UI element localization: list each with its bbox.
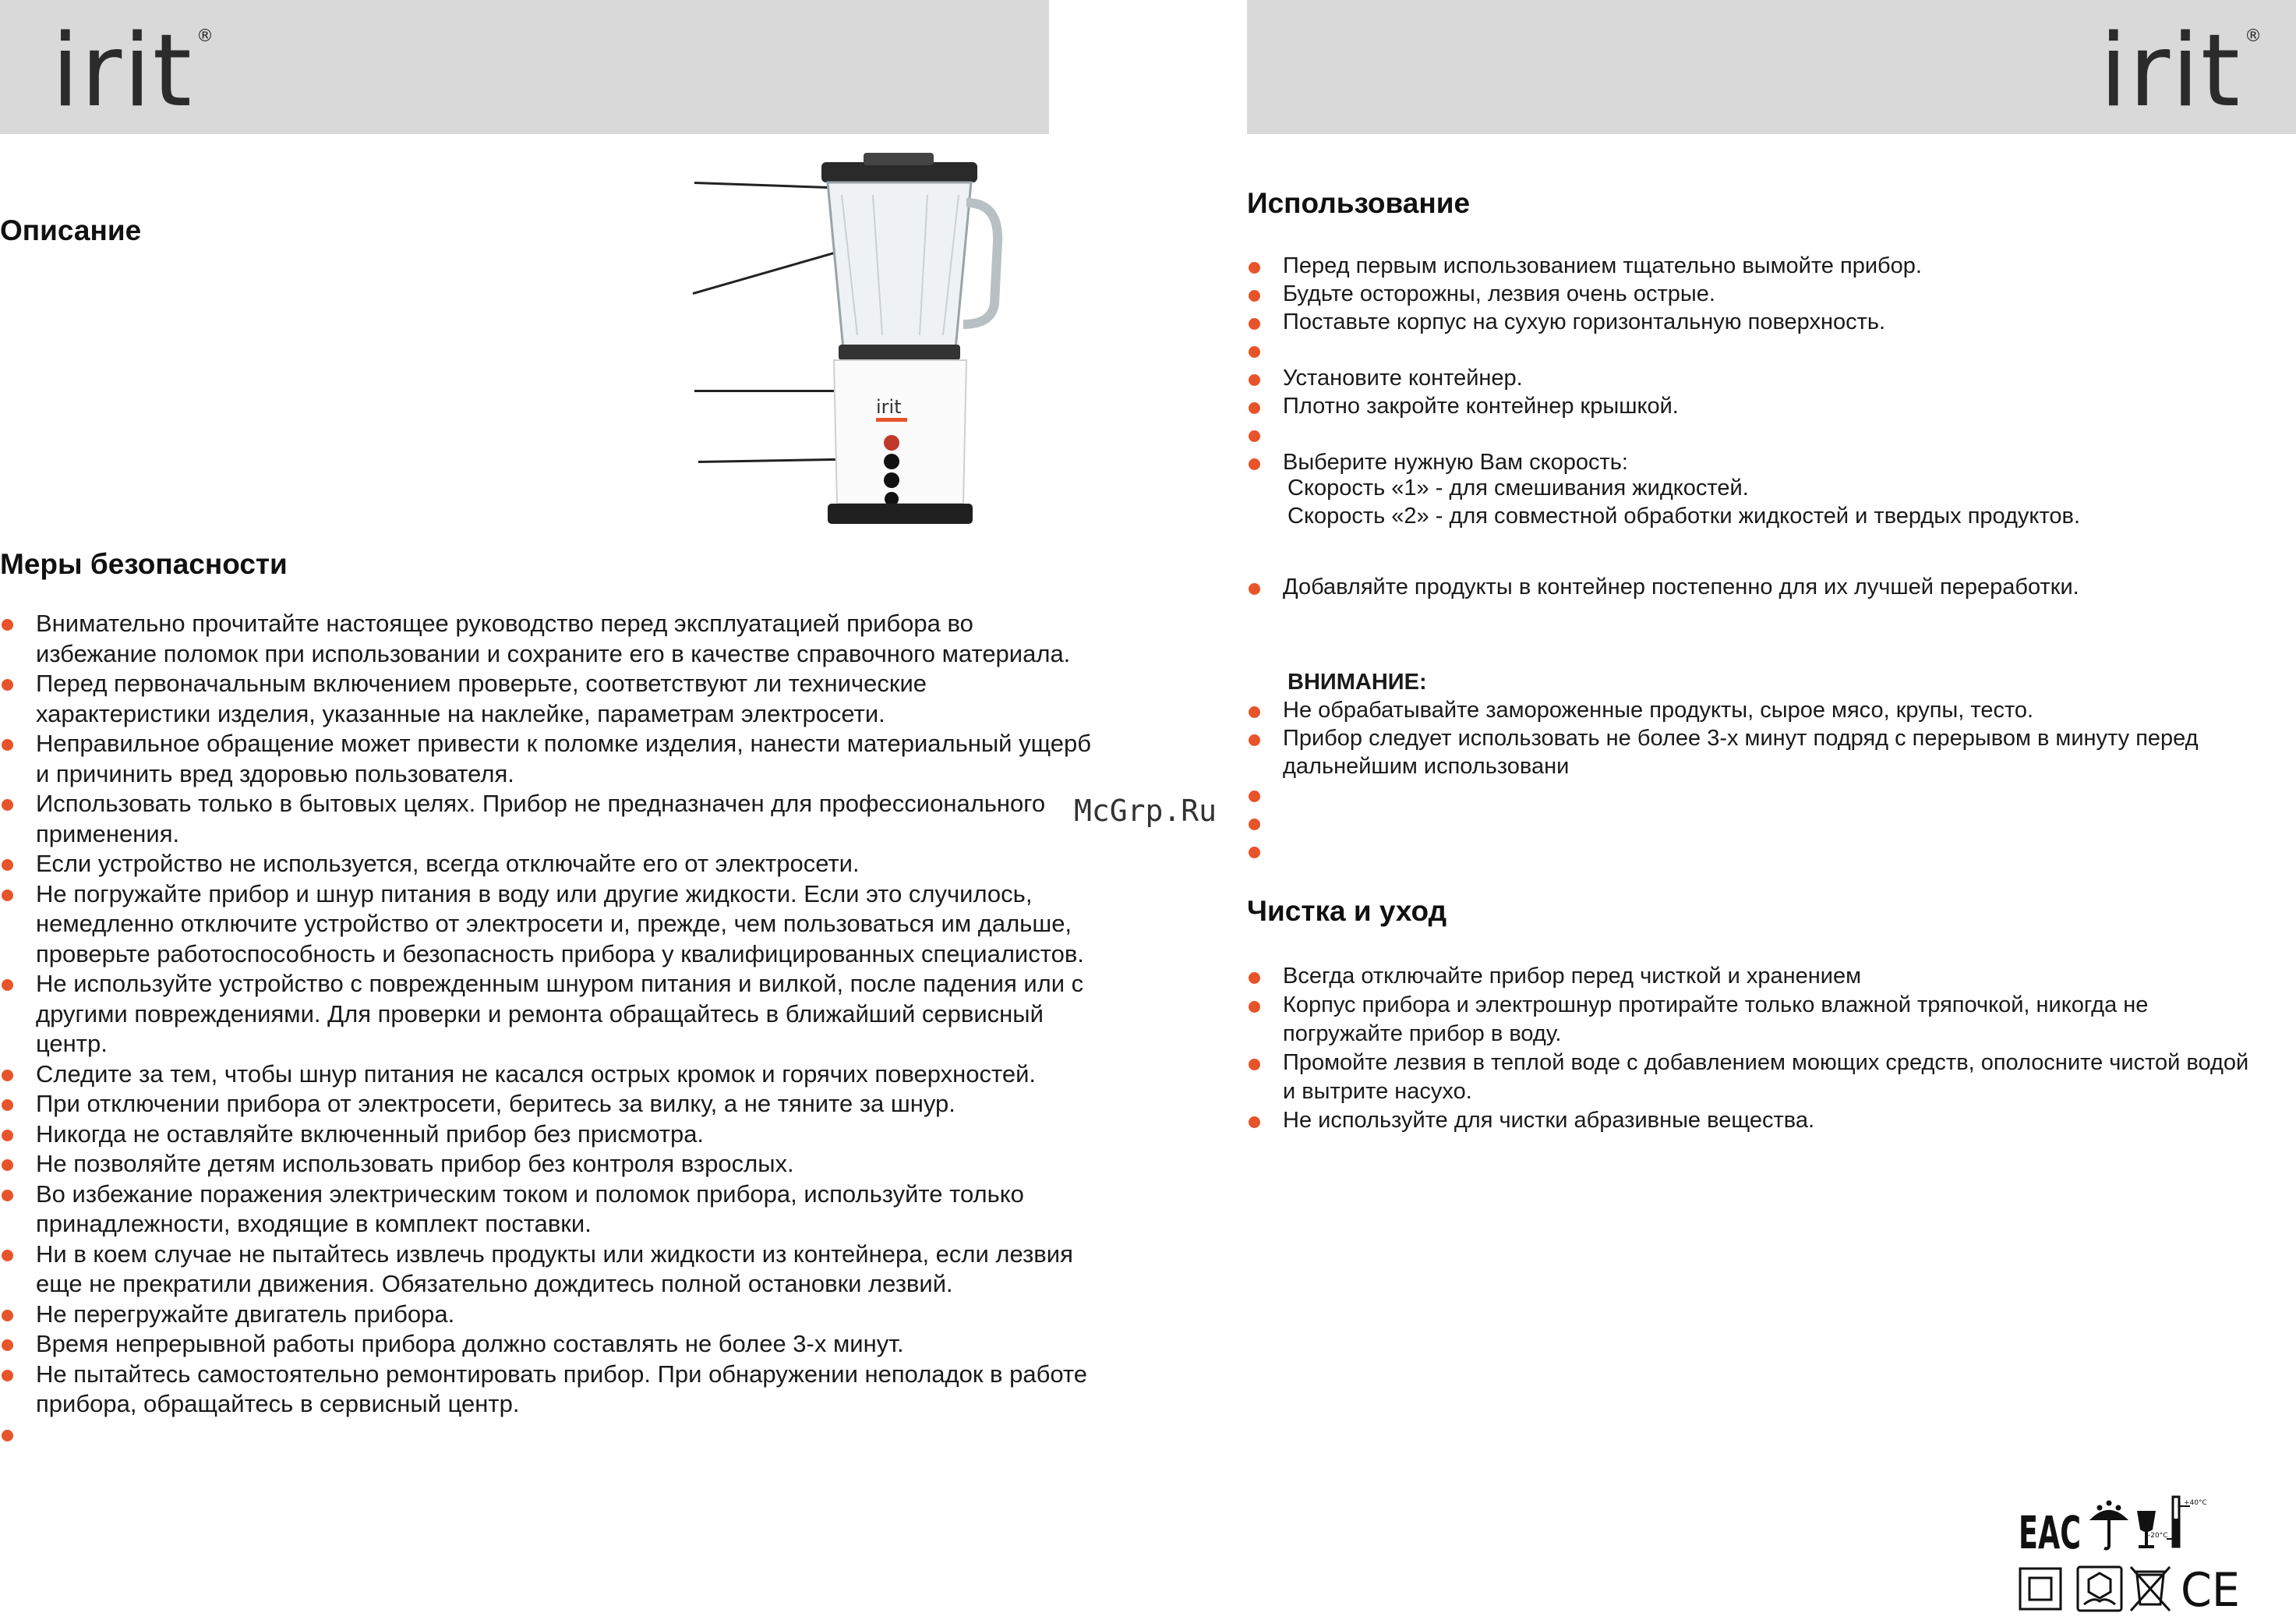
care-item: Корпус прибора и электрошнур протирайте только влажной тряпочкой, никогда не погружайте прибор в воду. — [1247, 991, 2260, 1049]
blender-button-2 — [884, 454, 899, 469]
care-item: Не используйте для чистки абразивные вещества. — [1247, 1106, 2260, 1135]
description-heading: Описание — [0, 214, 142, 246]
usage-item: Перед первым использованием тщательно вымойте прибор. — [1247, 252, 2276, 280]
usage-list — [1247, 252, 2276, 476]
safety-item: Не погружайте прибор и шнур питания в воду или другие жидкости. Если это случилось, немедленно отключите устройство от электросети и, прежде, чем пользоваться им дальше, проверьте работоспособность и безопасность прибора у квалифицированных специалистов. — [0, 879, 1091, 970]
attention-item: Не обрабатывайте замороженные продукты, сырое мясо, крупы, тесто. — [1247, 696, 2245, 724]
fragile-icon — [2137, 1511, 2156, 1548]
safety-item: Время непрерывной работы прибора должно составлять не более 3-х минут. — [0, 1329, 1091, 1360]
keep-dry-icon — [2093, 1502, 2125, 1549]
usage-item-empty — [1247, 420, 2276, 448]
attention-list — [1247, 696, 2245, 865]
eac-mark-text: EAC — [2019, 1506, 2081, 1559]
care-item: Промойте лезвия в теплой воде с добавлением моющих средств, ополосните чистой водой и вытрите насухо. — [1247, 1049, 2260, 1106]
safety-item: Перед первоначальным включением проверьте, соответствуют ли технические характеристики изделия, указанные на наклейке, параметрам электросети. — [0, 669, 1091, 729]
blender-button-3 — [884, 472, 899, 488]
usage-item: Поставьте корпус на сухую горизонтальную поверхность. — [1247, 308, 2276, 336]
usage-item: Установите контейнер. — [1247, 364, 2276, 392]
safety-heading: Меры безопасности — [0, 548, 288, 580]
safety-item: Следите за тем, чтобы шнур питания не касался острых кромок и горячих поверхностей. — [0, 1059, 1091, 1090]
brand-logo-right — [2100, 13, 2263, 129]
attention-heading: ВНИМАНИЕ: — [1288, 670, 1427, 695]
brand-name: irit — [2100, 13, 2241, 129]
attention-item: Прибор следует использовать не более 3-х минут подряд с перерывом в минуту перед дальнейшим использовани — [1247, 724, 2245, 780]
temperature-range-icon — [2148, 1497, 2207, 1547]
reg-mark: ® — [2244, 27, 2263, 46]
usage-item: Выберите нужную Вам скорость: — [1247, 448, 2276, 476]
safety-item: Не пытайтесь самостоятельно ремонтировать прибор. При обнаружении неполадок в работе прибора, обращайтесь в сервисный центр. — [0, 1360, 1091, 1420]
handle-with-care-icon — [2078, 1567, 2121, 1611]
usage-heading: Использование — [1247, 187, 1471, 219]
safety-item: Если устройство не используется, всегда отключайте его от электросети. — [0, 849, 1091, 879]
ce-mark-icon — [2181, 1563, 2240, 1616]
blender-base — [834, 360, 966, 504]
attention-item-empty — [1247, 780, 2245, 808]
safety-item-empty — [0, 1420, 1091, 1449]
safety-item: Во избежание поражения электрическим током и поломок прибора, используйте только принадлежности, входящие в комплект поставки. — [0, 1180, 1091, 1240]
care-item: Всегда отключайте прибор перед чисткой и хранением — [1247, 962, 2260, 991]
temp-low: -20°C — [2148, 1532, 2168, 1540]
speed-line-2: Скорость «2» - для совместной обработки жидкостей и твердых продуктов. — [1288, 504, 2080, 529]
certification-icons — [2019, 1487, 2276, 1616]
reg-mark: ® — [196, 27, 215, 46]
care-heading: Чистка и уход — [1247, 895, 1447, 927]
attention-item-empty — [1247, 808, 2245, 837]
usage-item: Будьте осторожны, лезвия очень острые. — [1247, 280, 2276, 308]
safety-item: Не перегружайте двигатель прибора. — [0, 1300, 1091, 1330]
safety-item: Никогда не оставляйте включенный прибор без присмотра. — [0, 1119, 1091, 1150]
safety-list — [0, 609, 1091, 1449]
speed-line-1: Скорость «1» - для смешивания жидкостей. — [1288, 476, 1749, 501]
safety-item: Использовать только в бытовых целях. Прибор не предназначен для профессионального применения. — [0, 789, 1091, 849]
brand-logo-left — [51, 13, 215, 129]
add-products-list — [1247, 573, 2276, 601]
usage-item-empty — [1247, 336, 2276, 364]
eac-mark-icon — [2019, 1506, 2081, 1559]
safety-item: Ни в коем случае не пытайтесь извлечь продукты или жидкости из контейнера, если лезвия еще не прекратили движения. Обязательно дождитесь полной остановки лезвий. — [0, 1240, 1091, 1300]
safety-item: Не используйте устройство с поврежденным шнуром питания и вилкой, после падения или с другими повреждениями. Для проверки и ремонта обращайтесь в ближайший сервисный центр. — [0, 969, 1091, 1059]
double-insulation-icon — [2020, 1569, 2061, 1609]
care-list — [1247, 962, 2260, 1135]
blender-button-1 — [884, 435, 899, 451]
watermark: McGrp.Ru — [1074, 794, 1217, 828]
ce-mark-text: CE — [2181, 1563, 2240, 1616]
safety-item: Неправильное обращение может привести к поломке изделия, нанести материальный ущерб и причинить вред здоровью пользователя. — [0, 729, 1091, 789]
usage-item: Плотно закройте контейнер крышкой. — [1247, 392, 2276, 420]
attention-item-empty — [1247, 837, 2245, 865]
temp-high: +40°C — [2184, 1499, 2207, 1507]
safety-item: Не позволяйте детям использовать прибор без контроля взрослых. — [0, 1149, 1091, 1180]
brand-name: irit — [51, 13, 193, 129]
svg-text:irit: irit — [876, 396, 902, 418]
weee-bin-icon — [2131, 1567, 2170, 1611]
safety-item: Внимательно прочитайте настоящее руководство перед эксплуатацией прибора во избежание поломок при использовании и сохраните его в качестве справочного материала. — [0, 609, 1091, 669]
safety-item: При отключении прибора от электросети, беритесь за вилку, а не тяните за шнур. — [0, 1089, 1091, 1119]
usage-item: Добавляйте продукты в контейнер постепенно для их лучшей переработки. — [1247, 573, 2276, 601]
blender-illustration — [811, 148, 1005, 538]
